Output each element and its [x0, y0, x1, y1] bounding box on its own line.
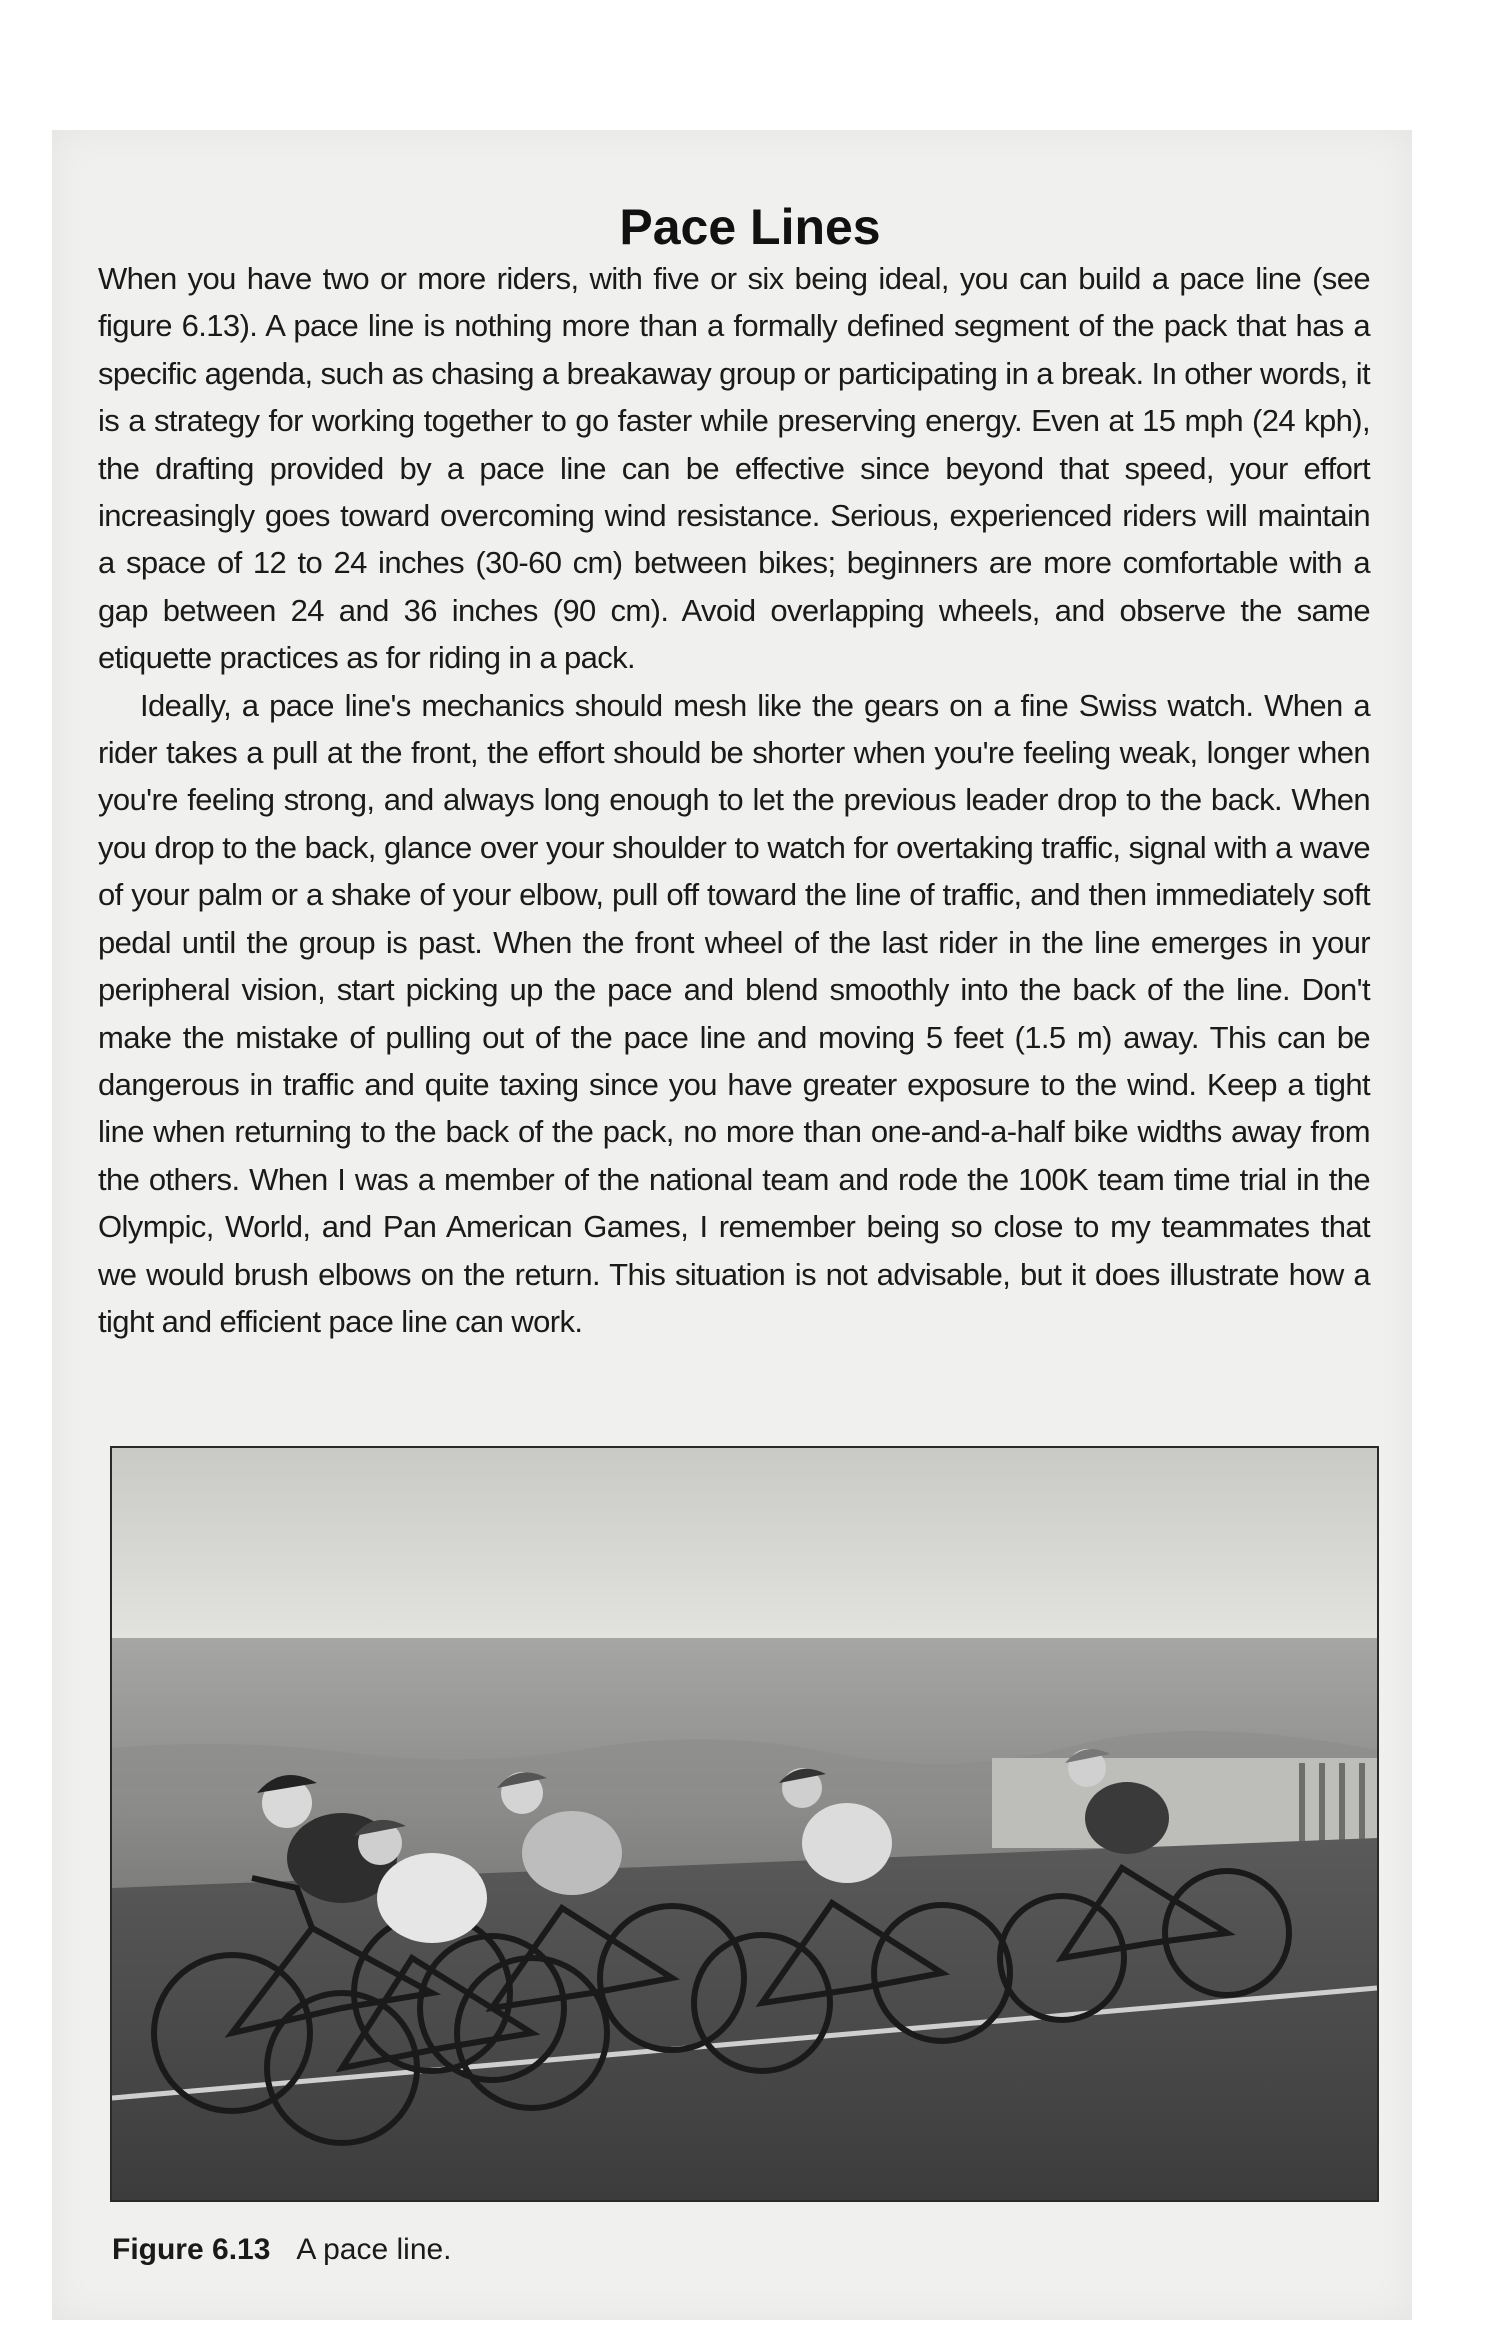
- figure-number: Figure 6.13: [112, 2233, 271, 2266]
- pace-line-photo: [112, 1448, 1377, 2200]
- figure-caption: [112, 2233, 452, 2267]
- figure-caption-text: A pace line.: [296, 2233, 452, 2266]
- body-text: [98, 255, 1370, 1345]
- paragraph-2: Ideally, a pace line's mechanics should mesh like the gears on a fine Swiss watch. When a rider takes a pull at the front, the effort should be shorter when you're feeling weak, longer when you're feeling strong, and always long enough to let the previous leader drop to the back. When you drop to the back, glance over your shoulder to watch for overtaking traffic, signal with a wave of your palm or a shake of your elbow, pull off toward the line of traffic, and then immediately soft pedal until the group is past. When the front wheel of the last rider in the line emerges in your peripheral vision, start picking up the pace and blend smoothly into the back of the line. Don't make the mistake of pulling out of the pace line and moving 5 feet (1.5 m) away. This can be dangerous in traffic and quite taxing since you have greater exposure to the wind. Keep a tight line when returning to the back of the pack, no more than one-and-a-half bike widths away from the others. When I was a member of the national team and rode the 100K team time trial in the Olympic, World, and Pan American Games, I remember being so close to my teammates that we would brush elbows on the return. This situation is not advisable, but it does illustrate how a tight and efficient pace line can work.: [98, 687, 1370, 1339]
- figure-photo: [110, 1446, 1379, 2202]
- paragraph-1: When you have two or more riders, with five or six being ideal, you can build a pace line (see figure 6.13). A pace line is nothing more than a formally defined segment of the pack that has a specific agenda, such as chasing a breakaway group or participating in a break. In other words, it is a strategy for working together to go faster while preserving energy. Even at 15 mph (24 kph), the drafting provided by a pace line can be effective since beyond that speed, your effort increasingly goes toward overcoming wind resistance. Serious, experienced riders will maintain a space of 12 to 24 inches (30-60 cm) between bikes; beginners are more comfortable with a gap between 24 and 36 inches (90 cm). Avoid overlapping wheels, and observe the same etiquette practices as for riding in a pack.: [98, 261, 1370, 676]
- section-heading: Pace Lines: [619, 198, 881, 255]
- sky: [112, 1448, 1377, 1638]
